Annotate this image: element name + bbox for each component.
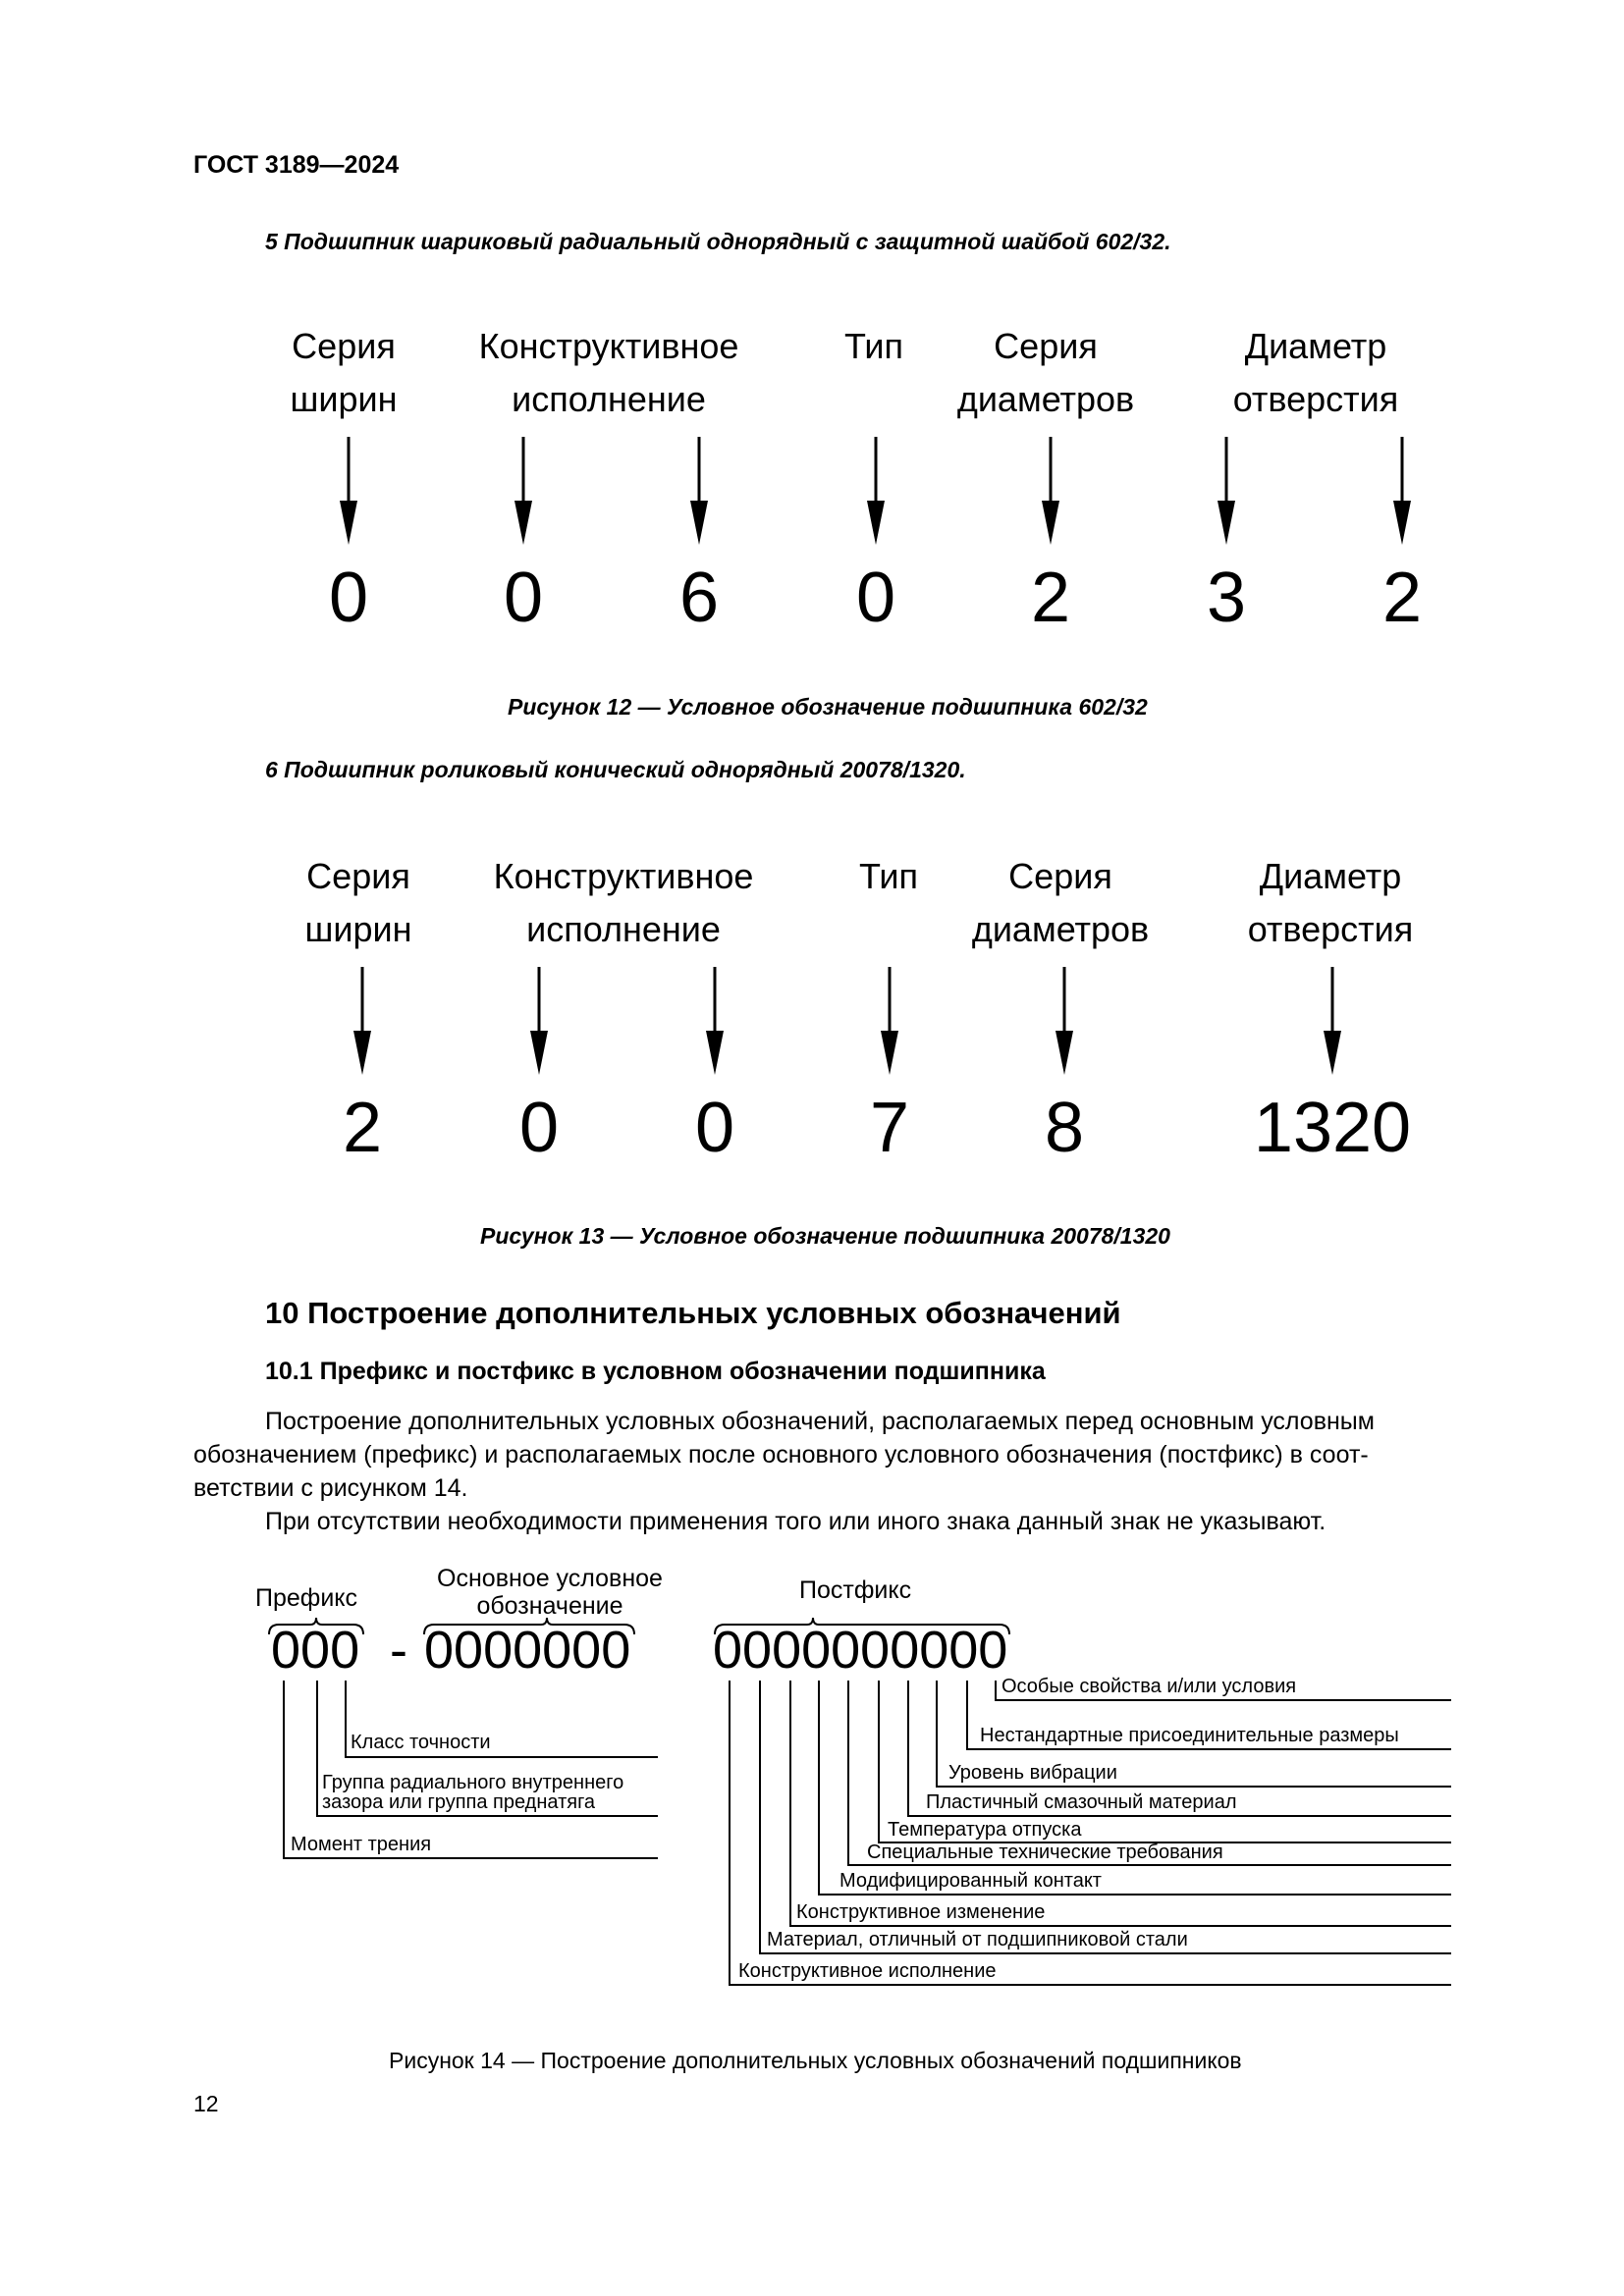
e5-digit-2: 0	[503, 559, 544, 637]
postfix-item-3: Уровень вибрации	[948, 1762, 1117, 1784]
section-10-heading: 10 Построение дополнительных условных обозначений	[265, 1296, 1121, 1330]
paragraph-1-line-2: обозначением (префикс) и располагаемых после основного условного обозначения (постфикс) в соот-	[193, 1441, 1369, 1468]
figure14-caption: Рисунок 14 — Построение дополнительных условных обозначений подшипников	[389, 2048, 1242, 2073]
prefix-leader-torque	[284, 1681, 658, 1858]
postfix-label: Постфикс	[799, 1576, 912, 1604]
e5-label-type: Тип	[843, 326, 903, 366]
paragraph-2: При отсутствии необходимости применения того или иного знака данный знак не указывают.	[265, 1508, 1326, 1535]
e6-digit-5: 8	[1044, 1089, 1085, 1167]
page-number: 12	[193, 2091, 219, 2116]
prefix-code: 000	[271, 1621, 360, 1680]
postfix-item-4: Пластичный смазочный материал	[926, 1791, 1237, 1813]
e5-digit-5: 2	[1030, 559, 1071, 637]
prefix-label: Префикс	[255, 1584, 358, 1612]
paragraph-1-line-3: ветствии с рисунком 14.	[193, 1474, 468, 1502]
main-code: 0000000	[424, 1621, 631, 1680]
e6-label-diameter-series: Серия диаметров	[971, 856, 1150, 949]
main-designation-label: Основное условное обозначение	[437, 1565, 663, 1620]
postfix-item-7: Модифицированный контакт	[839, 1870, 1102, 1892]
postfix-item-5: Температура отпуска	[888, 1819, 1082, 1841]
prefix-item-clearance-line1: Группа радиального внутреннего	[322, 1772, 624, 1793]
e6-label-type: Тип	[858, 856, 918, 896]
standard-header: ГОСТ 3189—2024	[193, 151, 400, 179]
e6-digit-2: 0	[518, 1089, 560, 1167]
e6-label-width-series: Серия ширин	[304, 856, 412, 949]
prefix-brace	[269, 1618, 363, 1634]
e6-label-design: Конструктивное исполнение	[493, 856, 754, 949]
e5-label-bore-diameter: Диаметр отверстия	[1232, 326, 1399, 419]
e5-digit-3: 6	[678, 559, 720, 637]
e5-label-diameter-series: Серия диаметров	[956, 326, 1135, 419]
dash: -	[390, 1621, 407, 1680]
postfix-code: 0000000000	[713, 1621, 1008, 1680]
postfix-item-2: Нестандартные присоединительные размеры	[980, 1725, 1399, 1746]
e5-label-width-series: Серия ширин	[290, 326, 398, 419]
postfix-item-1: Особые свойства и/или условия	[1001, 1676, 1297, 1697]
e6-digit-3: 0	[694, 1089, 735, 1167]
postfix-item-9: Материал, отличный от подшипниковой стали	[767, 1929, 1188, 1950]
example5-title: 5 Подшипник шариковый радиальный однорядный с защитной шайбой 602/32.	[265, 229, 1171, 254]
e6-digit-1: 2	[342, 1089, 383, 1167]
figure12-caption: Рисунок 12 — Условное обозначение подшипника 602/32	[508, 694, 1148, 720]
prefix-item-clearance-line2: зазора или группа преднатяга	[322, 1791, 596, 1813]
e6-label-bore-diameter: Диаметр отверстия	[1247, 856, 1414, 949]
e6-digit-6: 1320	[1253, 1089, 1412, 1167]
e5-digit-1: 0	[328, 559, 369, 637]
postfix-item-10: Конструктивное исполнение	[738, 1960, 997, 1982]
e6-digit-4: 7	[869, 1089, 910, 1167]
prefix-item-accuracy-class: Класс точности	[351, 1732, 491, 1753]
main-brace	[424, 1618, 634, 1634]
postfix-item-8: Конструктивное изменение	[796, 1901, 1046, 1923]
prefix-item-friction-torque: Момент трения	[291, 1834, 432, 1855]
paragraph-1-line-1: Построение дополнительных условных обозначений, располагаемых перед основным условным	[265, 1408, 1375, 1435]
e5-digit-6: 3	[1206, 559, 1247, 637]
e5-label-design: Конструктивное исполнение	[478, 326, 739, 419]
postfix-brace	[715, 1618, 1009, 1634]
example6-title: 6 Подшипник роликовый конический однорядный 20078/1320.	[265, 757, 966, 782]
e5-digit-7: 2	[1381, 559, 1423, 637]
section-10-1-heading: 10.1 Префикс и постфикс в условном обозначении подшипника	[265, 1358, 1046, 1385]
postfix-item-6: Специальные технические требования	[867, 1842, 1223, 1863]
e5-digit-4: 0	[855, 559, 896, 637]
figure13-caption: Рисунок 13 — Условное обозначение подшипника 20078/1320	[480, 1223, 1170, 1249]
